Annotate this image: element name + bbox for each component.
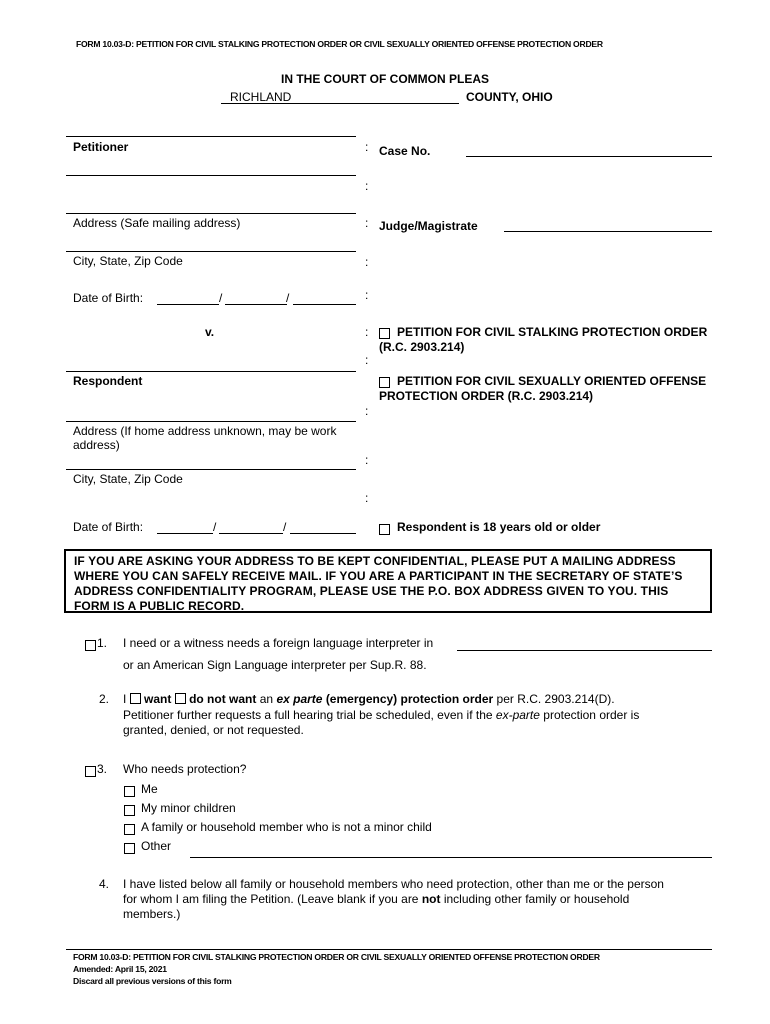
item-3-number: 3. — [97, 762, 108, 776]
item-2-do-not-want: do not want — [189, 692, 257, 706]
item-2-emergency: (emergency) protection order — [325, 692, 494, 706]
petitioner-address-line[interactable] — [66, 213, 356, 214]
item-4-line-2-bold: not — [421, 892, 441, 906]
petitioner-name-line[interactable] — [66, 136, 356, 137]
item-4-number: 4. — [99, 877, 110, 891]
petitioner-dob-month[interactable] — [157, 292, 219, 305]
caption-colon: : — [365, 325, 369, 339]
dob-sep: / — [286, 291, 290, 305]
protect-me-checkbox[interactable] — [124, 783, 135, 801]
interpreter-language-field[interactable] — [457, 650, 712, 651]
respondent-address-line[interactable] — [66, 421, 356, 422]
item-4-line-2-a: for whom I am filing the Petition. (Leave blank if you are — [123, 892, 419, 906]
item-2-line-2-a: Petitioner further requests a full hearing trial be scheduled, even if the — [123, 708, 493, 722]
protect-other-field[interactable] — [190, 857, 712, 858]
respondent-dob-day[interactable] — [219, 521, 283, 534]
item-4-line-1: I have listed below all family or household members who need protection, other than me or the person — [123, 877, 664, 891]
case-no-label: Case No. — [379, 144, 431, 158]
item-2-per: per R.C. 2903.214(D). — [496, 692, 615, 706]
protect-family-label: A family or household member who is not a minor child — [141, 820, 432, 834]
item-2-line-2-em: ex-parte — [495, 708, 540, 722]
petitioner-dob-day[interactable] — [225, 291, 290, 305]
caption-colon: : — [365, 140, 369, 154]
petitioner-dob-year[interactable] — [293, 292, 356, 305]
petitioner-address-label: Address (Safe mailing address) — [73, 216, 241, 230]
caption-colon: : — [365, 216, 369, 230]
form-header-title: FORM 10.03-D: PETITION FOR CIVIL STALKING PROTECTION ORDER OR CIVIL SEXUALLY ORIENTED OFFENSE PROTECTION ORDER — [76, 39, 603, 49]
petitioner-name-line-2[interactable] — [66, 175, 356, 176]
caption-colon: : — [365, 491, 369, 505]
caption-colon: : — [365, 255, 369, 269]
item-4-line-2 — [123, 892, 629, 906]
county-value: RICHLAND — [230, 90, 292, 104]
county-field[interactable] — [221, 90, 459, 104]
item-2-line-1 — [123, 692, 615, 706]
confidentiality-notice-text: IF YOU ARE ASKING YOUR ADDRESS TO BE KEPT CONFIDENTIAL, PLEASE PUT A MAILING ADDRESS WHERE YOU CAN SAFELY RECEIVE MAIL. IF YOU ARE A PARTICIPANT IN THE SECRETARY OF STATE’S ADDRESS CONFIDENTIALITY PROGRAM, PLEASE USE THE P.O. BOX ADDRESS GIVEN TO YOU. THIS FORM IS A PUBLIC RECORD. — [74, 554, 683, 613]
item-2-i: I — [123, 692, 127, 706]
dob-sep: / — [219, 291, 223, 305]
want-checkbox[interactable] — [130, 693, 141, 704]
caption-colon: : — [365, 179, 369, 193]
item-1-line-1: I need or a witness needs a foreign language interpreter in — [123, 636, 434, 650]
respondent-name-line[interactable] — [66, 371, 356, 372]
item-2-line-2-b: protection order is — [543, 708, 640, 722]
versus: v. — [205, 325, 215, 339]
item-2-an: an — [259, 692, 274, 706]
respondent-dob-month[interactable] — [157, 521, 213, 534]
protect-other-label: Other — [141, 839, 172, 853]
petitioner-dob-label: Date of Birth: — [73, 291, 144, 305]
caption-colon: : — [365, 353, 369, 367]
footer-form-title: FORM 10.03-D: PETITION FOR CIVIL STALKING PROTECTION ORDER OR CIVIL SEXUALLY ORIENTED OFFENSE PROTECTION ORDER — [73, 952, 600, 962]
footer-divider — [66, 949, 712, 950]
item-1-line-2: or an American Sign Language interpreter per Sup.R. 88. — [123, 658, 427, 672]
respondent-city-line[interactable] — [66, 469, 356, 470]
respondent-label: Respondent — [73, 374, 143, 388]
protect-me-label: Me — [141, 782, 158, 796]
interpreter-checkbox[interactable] — [85, 637, 96, 655]
respondent-address-label: Address (If home address unknown, may be work address) — [73, 424, 337, 452]
respondent-age-checkbox[interactable] — [379, 521, 390, 539]
do-not-want-checkbox[interactable] — [175, 693, 186, 704]
caption-colon: : — [365, 453, 369, 467]
respondent-dob-label: Date of Birth: — [73, 520, 144, 534]
case-no-field[interactable] — [466, 156, 712, 157]
petitioner-label: Petitioner — [73, 140, 129, 154]
item-1-number: 1. — [97, 636, 108, 650]
respondent-city-label: City, State, Zip Code — [73, 472, 183, 486]
court-name: IN THE COURT OF COMMON PLEAS — [281, 72, 489, 86]
footer-discard: Discard all previous versions of this form — [73, 976, 232, 986]
confidentiality-notice — [64, 549, 712, 613]
footer-amended: Amended: April 15, 2021 — [73, 964, 167, 974]
item-2-line-3: granted, denied, or not requested. — [123, 723, 304, 737]
petitioner-city-line[interactable] — [66, 251, 356, 252]
caption-colon: : — [365, 288, 369, 302]
item-2-number: 2. — [99, 692, 110, 706]
sexual-offense-option-label: PETITION FOR CIVIL SEXUALLY ORIENTED OFFENSE PROTECTION ORDER (R.C. 2903.214) — [379, 374, 707, 403]
protect-family-checkbox[interactable] — [124, 821, 135, 839]
item-4-line-2-b: including other family or household — [443, 892, 630, 906]
county-suffix: COUNTY, OHIO — [466, 90, 553, 104]
dob-sep: / — [213, 520, 217, 534]
caption-colon: : — [365, 404, 369, 418]
item-2-line-2 — [123, 708, 639, 722]
item-2-ex-parte: ex parte — [276, 692, 323, 706]
judge-label: Judge/Magistrate — [379, 219, 478, 233]
respondent-age-label: Respondent is 18 years old or older — [397, 520, 601, 534]
stalking-option-label: PETITION FOR CIVIL STALKING PROTECTION ORDER (R.C. 2903.214) — [379, 325, 708, 354]
item-4-line-3: members.) — [123, 907, 181, 921]
respondent-dob-year[interactable] — [290, 521, 356, 534]
petitioner-city-label: City, State, Zip Code — [73, 254, 183, 268]
protect-other-checkbox[interactable] — [124, 840, 135, 858]
dob-sep: / — [283, 520, 287, 534]
protect-children-checkbox[interactable] — [124, 802, 135, 820]
item-3-question: Who needs protection? — [123, 762, 247, 776]
item-2-want: want — [144, 692, 172, 706]
protect-children-label: My minor children — [141, 801, 236, 815]
protection-checkbox[interactable] — [85, 763, 96, 781]
judge-field[interactable] — [504, 231, 712, 232]
